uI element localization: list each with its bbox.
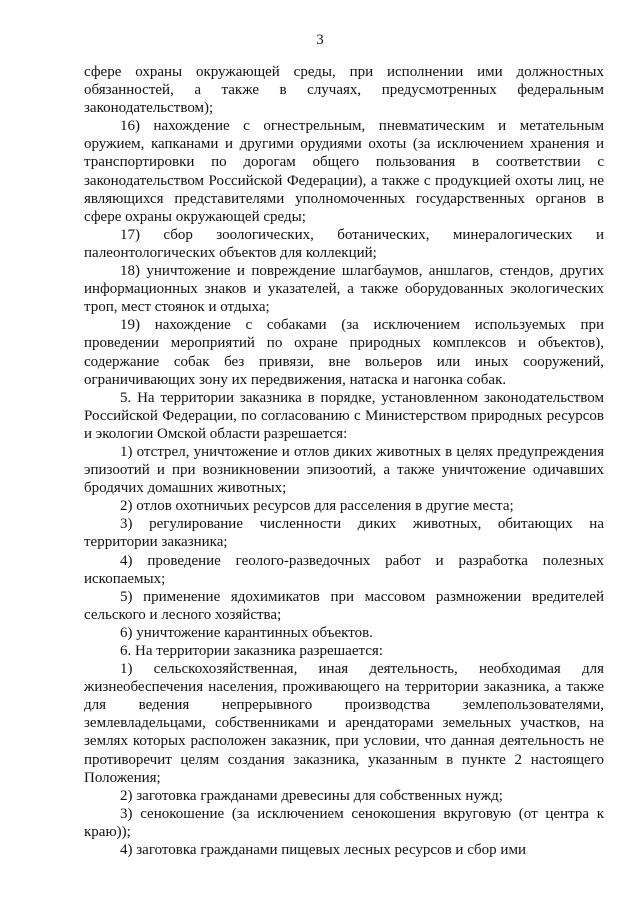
page-number: 3: [316, 32, 324, 48]
paragraph: 17) сбор зоологических, ботанических, минералогических и палеонтологических объектов для коллекций;: [84, 226, 604, 261]
paragraph: сфере охраны окружающей среды, при исполнении ими должностных обязанностей, а также в случаях, предусмотренных федеральным законодательством);: [84, 64, 604, 117]
document-body: [84, 63, 604, 859]
paragraph: 6) уничтожение карантинных объектов.: [120, 624, 373, 641]
paragraph: 4) заготовка гражданами пищевых лесных ресурсов и сбор ими: [120, 842, 526, 859]
paragraph: 5. На территории заказника в порядке, установленном законодательством Российской Федерации, по согласованию с Министерством природных ресурсов и экологии Омской области разрешается:: [84, 389, 604, 442]
paragraph: 16) нахождение с огнестрельным, пневматическим и метательным оружием, капканами и другими орудиями охоты (за исключением хранения и транспортировки по дорогам общего пользования в соответствии с законодательством Российской Федерации), а также с продукцией охоты лиц, не являющихся представителями уполномоченных государственных органов в сфере охраны окружающей среды;: [84, 118, 604, 225]
paragraph: 2) отлов охотничьих ресурсов для расселения в другие места;: [120, 498, 514, 515]
paragraph: 2) заготовка гражданами древесины для собственных нужд;: [120, 787, 503, 804]
paragraph: 3) сенокошение (за исключением сенокошения вкруговую (от центра к краю));: [84, 805, 604, 840]
paragraph: 4) проведение геолого-разведочных работ и разработка полезных ископаемых;: [84, 552, 604, 587]
paragraph: 1) отстрел, уничтожение и отлов диких животных в целях предупреждения эпизоотий и при возникновении эпизоотий, а также уничтожение одичавших бродячих домашних животных;: [84, 443, 604, 497]
paragraph: 19) нахождение с собаками (за исключением используемых при проведении мероприятий по охране природных комплексов и объектов), содержание собак без привязи, вне вольеров или иных сооружений, ограничивающих зону их передвижения, натаска и нагонка собак.: [84, 317, 604, 388]
paragraph: 1) сельскохозяйственная, иная деятельность, необходимая для жизнеобеспечения населения, проживающего на территории заказника, а также для ведения непрерывного производства землепользователями, землевладельцами, собственниками и арендаторами земельных участков, на землях которых расположен заказник, при условии, что данная деятельность не противоречит целям создания заказника, указанным в пункте 2 настоящего Положения;: [84, 661, 604, 786]
paragraph: 5) применение ядохимикатов при массовом размножении вредителей сельского и лесного хозяйства;: [84, 588, 604, 623]
paragraph: 18) уничтожение и повреждение шлагбаумов, аншлагов, стендов, других информационных знаков и указателей, а также оборудованных экологических троп, мест стоянок и отдыха;: [84, 263, 604, 316]
paragraph: 6. На территории заказника разрешается:: [120, 643, 383, 659]
paragraph: 3) регулирование численности диких животных, обитающих на территории заказника;: [84, 516, 604, 551]
